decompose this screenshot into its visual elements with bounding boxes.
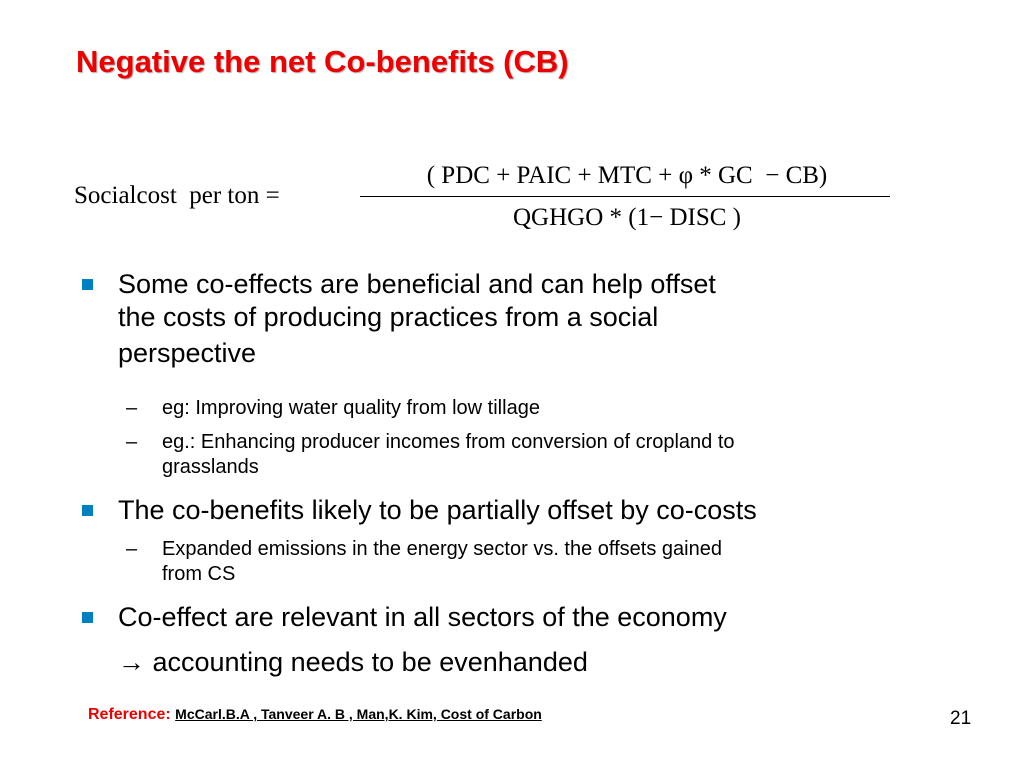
- square-bullet-icon: [82, 612, 93, 623]
- square-bullet-icon: [82, 505, 93, 516]
- social-cost-formula: [66, 152, 906, 252]
- bullet-text: [118, 599, 938, 680]
- sub-bullet-text: [162, 430, 907, 480]
- dash-bullet-icon: –: [126, 397, 138, 419]
- bullet-line: perspective: [118, 338, 257, 368]
- bullet-line: Co-effect are relevant in all sectors of the economy: [118, 602, 727, 632]
- reference-citation-link[interactable]: McCarl.B.A , Tanveer A. B , Man,K. Kim, Cost of Carbon: [175, 706, 542, 722]
- dash-bullet-icon: –: [126, 431, 138, 453]
- reference-label: Reference:: [88, 706, 171, 723]
- formula-denominator: QGHGO * (1− DISC ): [513, 204, 741, 231]
- sub-bullet-line: eg.: Enhancing producer incomes from conversion of cropland to: [162, 431, 735, 453]
- sub-bullet-text: [162, 396, 907, 421]
- dash-bullet-icon: –: [126, 538, 138, 560]
- page-number: 21: [950, 708, 972, 729]
- reference: [88, 706, 542, 724]
- fraction-bar: [360, 196, 890, 197]
- formula-lhs: Socialcost per ton =: [74, 182, 280, 209]
- sub-bullet-line: grasslands: [162, 456, 259, 478]
- sub-bullet-text: [162, 537, 907, 587]
- bullet-text: [118, 492, 938, 528]
- bullet-line: the costs of producing practices from a social: [118, 302, 659, 332]
- sub-bullet-line: eg: Improving water quality from low tillage: [162, 397, 540, 419]
- bullet-line: → accounting needs to be evenhanded: [118, 647, 588, 677]
- formula-numerator: ( PDC + PAIC + MTC + φ * GC − CB): [426, 162, 828, 189]
- square-bullet-icon: [82, 279, 93, 290]
- bullet-text: [118, 266, 938, 371]
- slide-title: Negative the net Co-benefits (CB): [76, 44, 569, 79]
- bullet-line: The co-benefits likely to be partially offset by co-costs: [118, 495, 757, 525]
- sub-bullet-line: from CS: [162, 563, 236, 585]
- bullet-line: Some co-effects are beneficial and can help offset: [118, 269, 716, 299]
- sub-bullet-line: Expanded emissions in the energy sector vs. the offsets gained: [162, 538, 722, 560]
